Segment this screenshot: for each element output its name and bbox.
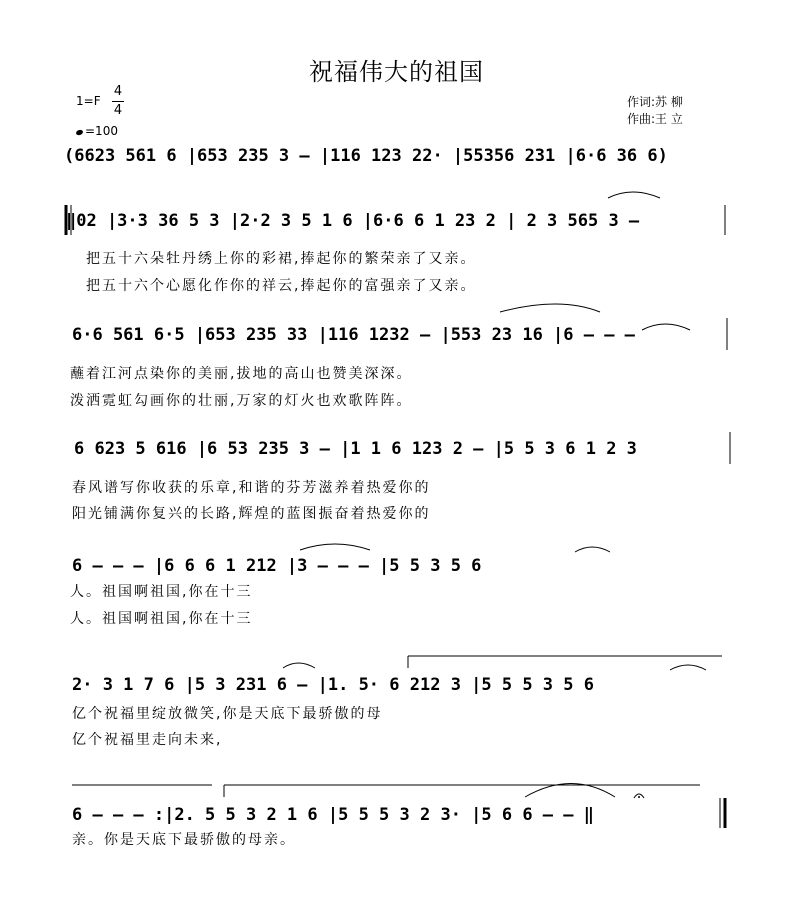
time-signature-top: 4 bbox=[113, 84, 123, 99]
slur bbox=[525, 784, 615, 798]
lyric-row-1-verse-2: 把五十六个心愿化作你的祥云,捧起你的富强亲了又亲。 bbox=[86, 278, 477, 294]
lyric-row-6-verse-1: 亲。你是天底下最骄傲的母亲。 bbox=[72, 832, 296, 848]
slur bbox=[283, 663, 315, 668]
lyric-row-4-verse-2: 人。祖国啊祖国,你在十三 bbox=[70, 611, 253, 627]
slur bbox=[300, 544, 370, 550]
slur bbox=[500, 304, 600, 312]
notation-row-3: 6 623 5 616 |6 53 235 3 – |1 1 6 123 2 – |5 5 3 6 1 2 3 bbox=[74, 439, 637, 459]
notation-row-6: 6 – – – :|2. 5 5 3 2 1 6 |5 5 5 3 2 3· |5 6 6 – – ‖ bbox=[72, 805, 594, 825]
time-signature-bottom: 4 bbox=[113, 103, 123, 118]
lyric-row-1-verse-1: 把五十六朵牡丹绣上你的彩裙,捧起你的繁荣亲了又亲。 bbox=[86, 251, 477, 267]
lyric-row-4-verse-1: 人。祖国啊祖国,你在十三 bbox=[70, 584, 253, 600]
tempo-value: =100 bbox=[85, 124, 118, 138]
notation-row-5: 2· 3 1 7 6 |5 3 231 6 – |1. 5· 6 212 3 |5 5 5 3 5 6 bbox=[72, 675, 594, 695]
notation-row-1: ‖02 |3·3 36 5 3 |2·2 3 5 1 6 |6·6 6 1 23 2 | 2 3 565 3 – bbox=[66, 211, 640, 231]
notation-row-2: 6·6 561 6·5 |653 235 33 |116 1232 – |553 23 16 |6 – – – bbox=[72, 325, 635, 345]
slur bbox=[575, 547, 610, 552]
key-signature: 1=F bbox=[76, 94, 101, 108]
lyric-row-2-verse-2: 泼洒霓虹勾画你的壮丽,万家的灯火也欢歌阵阵。 bbox=[70, 393, 413, 409]
lyric-row-3-verse-2: 阳光铺满你复兴的长路,辉煌的蓝图振奋着热爱你的 bbox=[72, 506, 431, 522]
lyric-row-5-verse-1: 亿个祝福里绽放微笑,你是天底下最骄傲的母 bbox=[72, 706, 383, 722]
fermata-dot bbox=[638, 796, 640, 798]
song-title: 祝福伟大的祖国 bbox=[309, 58, 484, 86]
tie bbox=[642, 324, 690, 330]
notation-row-intro: (6623 561 6 |653 235 3 – |116 123 22· |55356 231 |6·6 36 6) bbox=[64, 146, 668, 166]
lyric-row-3-verse-1: 春风谱写你收获的乐章,和谐的芬芳滋养着热爱你的 bbox=[72, 480, 431, 496]
lyric-row-5-verse-2: 亿个祝福里走向未来, bbox=[72, 732, 223, 748]
slur bbox=[608, 192, 660, 198]
notation-row-4: 6 – – – |6 6 6 1 212 |3 – – – |5 5 3 5 6 bbox=[72, 556, 482, 576]
lyric-row-2-verse-1: 蘸着江河点染你的美丽,拔地的高山也赞美深深。 bbox=[70, 366, 413, 382]
slur bbox=[670, 665, 706, 670]
lyricist-credit: 作词:苏 柳 bbox=[627, 95, 683, 109]
composer-credit: 作曲:王 立 bbox=[627, 112, 683, 126]
